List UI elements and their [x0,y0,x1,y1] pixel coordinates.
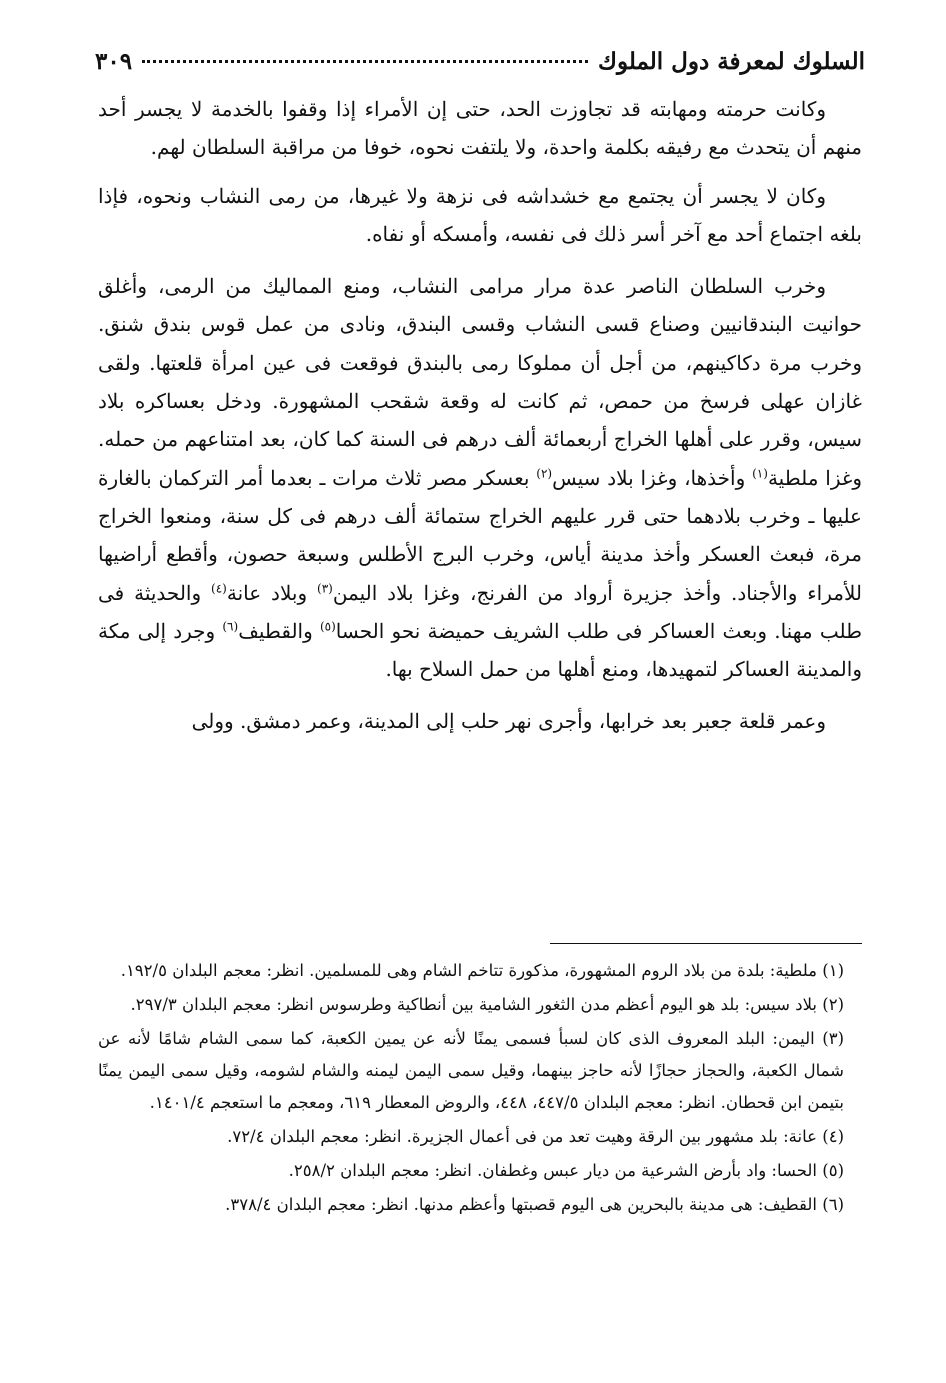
footnote-ref-5: (٥) [319,619,336,634]
paragraph-2: وكان لا يجسر أن يجتمع مع خشداشه فى نزهة ولا غيرها، من رمى النشاب ونحوه، فإذا بلغه اجتماع أحد مع آخر أسر ذلك فى نفسه، وأمسكه أو نفاه. [98,183,862,246]
footnote-3: (٣) اليمن: البلد المعروف الذى كان لسبأ فسمى يمنًا لأنه عن يمين الكعبة، كما سمى الشام شامًا لأنه عن شمال الكعبة، والحجاز حجازًا لأنه حاجز بينهما، وقيل سمى اليمن ليمنه والشام لشومه، وقيل سمى اليمن يمنًا بتيمن ابن قحطان. انظر: معجم البلدان ٤٤٧/٥، ٤٤٨، والروض المعطار ٦١٩، ومعجم ما استعجم ١٤٠١/٤. [98,1029,844,1112]
paragraph-4: وعمر قلعة جعبر بعد خرابها، وأجرى نهر حلب إلى المدينة، وعمر دمشق. وولى [191,709,826,734]
footnote-1: (١) ملطية: بلدة من بلاد الروم المشهورة، مذكورة تتاخم الشام وهى للمسلمين. انظر: معجم البلدان ١٩٢/٥. [120,961,844,980]
header-dot-leader [142,60,588,63]
page-number: ٣٠٩ [95,48,133,75]
footnote-ref-4: (٤) [211,580,227,595]
footnote-separator [550,943,862,944]
running-header [95,48,865,88]
paragraph-3-text-a: وخرب السلطان الناصر عدة مرار مرامى النشاب، ومنع المماليك من الرمى، وأغلق حوانيت البندقانيين وصناع قسى النشاب وقسى البندق، ونادى من عمل قوس بندق شنق. وخرب مرة دكاكينهم، من أجل أن مملوكا رمى بالبندق فوقعت فى عين امرأة قلعتها. ولقى غازان عهلى فرسخ من حمص، ثم كانت له وقعة شقحب المشهورة. ودخل بعساكره بلاد سيس، وقرر على أهلها الخراج أربعمائة ألف درهم فى السنة كما كان، بعد امتناعهم من حمله. وغزا ملطية [98,274,862,490]
footnote-ref-6: (٦) [222,619,239,634]
footnote-ref-2: (٢) [536,466,553,481]
paragraph-3-text-e: والحديثة فى طلب مهنا. وبعث العساكر فى طلب الشريف حميضة نحو الحسا [98,580,862,643]
paragraph-1: وكانت حرمته ومهابته قد تجاوزت الحد، حتى إن الأمراء إذا وقفوا بالخدمة لا يجسر أحد منهم أن يتحدث مع رفيقه بكلمة واحدة، ولا يلتفت نحوه، خوفا من مراقبة السلطان لهم. [98,97,862,160]
paragraph-3-text-g: وجرد إلى مكة والمدينة العساكر لتمهيدها، ومنع أهلها من حمل السلاح بها. [98,618,862,682]
footnote-ref-3: (٣) [317,580,333,595]
footnote-4: (٤) عانة: بلد مشهور بين الرقة وهيت تعد من فى أعمال الجزيرة. انظر: معجم البلدان ٧٢/٤. [227,1127,844,1146]
footnote-6: (٦) القطيف: هى مدينة بالبحرين هى اليوم قصبتها وأعظم مدنها. انظر: معجم البلدان ٣٧٨/٤. [225,1195,844,1214]
footnote-5: (٥) الحسا: واد بأرض الشرعية من ديار عبس وغطفان. انظر: معجم البلدان ٢٥٨/٢. [288,1161,844,1180]
main-text [98,90,862,751]
paragraph-3-text-d: وبلاد عانة [226,580,317,605]
paragraph-3-text-c: بعسكر مصر ثلاث مرات ـ بعدما أمر التركمان بالغارة عليها ـ وخرب بلادهما حتى قرر عليهم الخراج ستمائة ألف درهم فى كل سنة، ومنعوا الخراج مرة، فبعث العسكر وأخذ مدينة أياس، وخرب البرج الأطلس وسبعة حصون، وأقطع أراضيها للأمراء والأجناد. وأخذ جزيرة أرواد من الفرنج، وغزا بلاد اليمن [98,465,862,605]
footnotes [98,955,862,1223]
paragraph-3 [98,267,862,688]
book-title: السلوك لمعرفة دول الملوك [597,48,865,75]
footnote-2: (٢) بلاد سيس: بلد هو اليوم أعظم مدن الثغور الشامية بين أنطاكية وطرسوس انظر: معجم البلدان ٢٩٧/٣. [130,995,844,1014]
paragraph-3-text-f: والقطيف [238,618,320,643]
footnote-ref-1: (١) [752,466,768,481]
paragraph-3-text-b: وأخذها، وغزا بلاد سيس [552,465,753,490]
